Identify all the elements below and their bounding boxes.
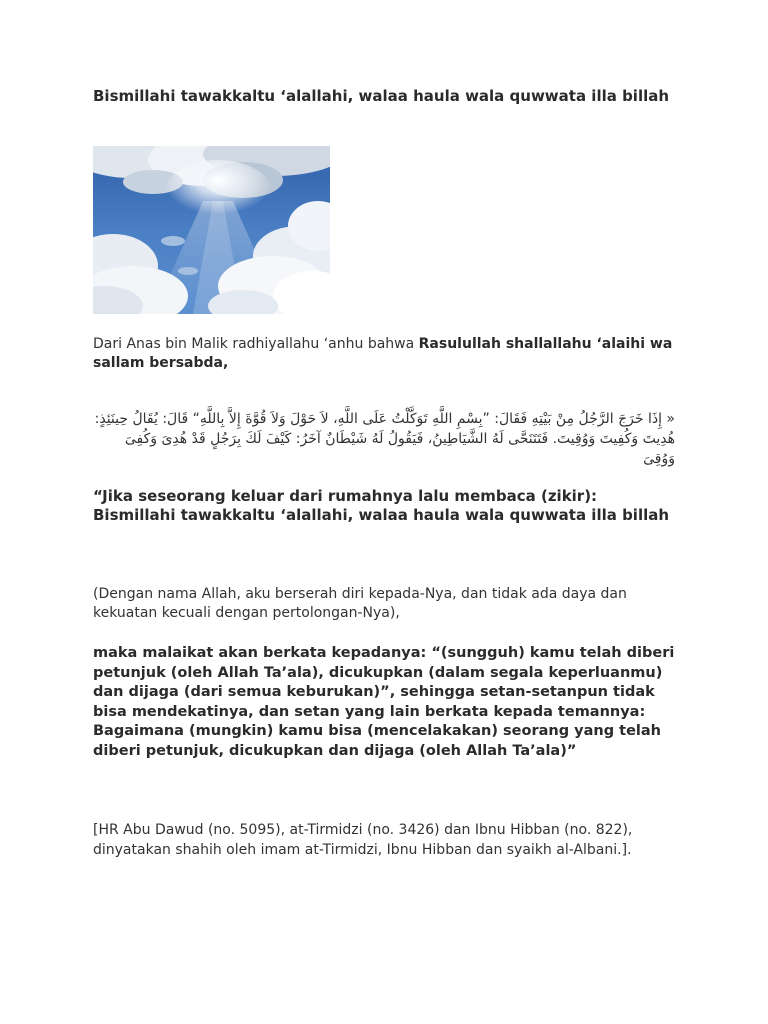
intro-narrator-text: Dari Anas bin Malik radhiyallahu ‘anhu bahwa xyxy=(93,336,419,352)
hadith-source-reference: [HR Abu Dawud (no. 5095), at-Tirmidzi (no. 3426) dan Ibnu Hibban (no. 822), dinyatakan shahih oleh imam at-Tirmidzi, Ibnu Hibban dan syaikh al-Albani.]. xyxy=(93,822,633,858)
hadith-translation-quote: “Jika seseorang keluar dari rumahnya lalu membaca (zikir): Bismillahi tawakkaltu ‘alallahi, walaa haula wala quwwata illa billah xyxy=(93,487,670,524)
sky-clouds-photo xyxy=(93,146,330,314)
angel-statement: maka malaikat akan berkata kepadanya: “(sungguh) kamu telah diberi petunjuk (oleh Allah Ta’ala), dicukupkan (dalam segala keperluanmu) dan dijaga (dari semua keburukan)”, sehingga setan-setanpun tidak bisa mendekatinya, dan setan yang lain berkata kepada temannya: Bagaimana (mungkin) kamu bisa (mencelakakan) seorang yang telah diberi petunjuk, dicukupkan dan dijaga (oleh Allah Ta’ala)” xyxy=(93,645,675,759)
doa-meaning: (Dengan nama Allah, aku berserah diri kepada-Nya, dan tidak ada daya dan kekuatan kecuali dengan pertolongan-Nya), xyxy=(93,586,627,621)
intro-prophet-text: Rasulullah shallallahu ‘alaihi wa sallam bersabda, xyxy=(93,336,673,371)
hadith-intro xyxy=(93,335,675,373)
doa-heading: Bismillahi tawakkaltu ‘alallahi, walaa haula wala quwwata illa billah xyxy=(93,87,670,105)
arabic-hadith-text: « إِذَا خَرَجَ الرَّجُلُ مِنْ بَيْتِهِ فَقَالَ: ”بِسْمِ اللَّهِ تَوَكَّلْتُ عَلَى اللَّهِ، لاَ حَوْلَ وَلاَ قُوَّةَ إِلاَّ بِاللَّهِ“ قَالَ: يُقَالُ حِينَئِذٍ: هُدِيتَ وَكُفِيتَ وَوُقِيتَ. فَتَتَنَحَّى لَهُ الشَّيَاطِينُ، فَيَقُولُ لَهُ شَيْطَانٌ آخَرُ: كَيْفَ لَكَ بِرَجُلٍ قَدْ هُدِىَ وَكُفِىَ وَوُقِىَ xyxy=(94,411,675,467)
